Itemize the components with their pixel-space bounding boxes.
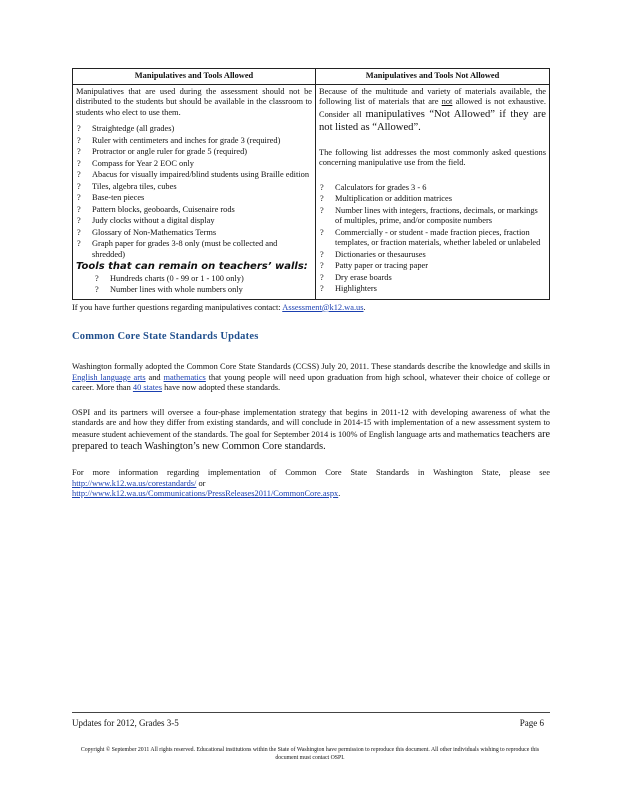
- ccss-paragraph-2: [72, 408, 550, 455]
- p1-text-b: and: [148, 372, 161, 382]
- section-title: Common Core State Standards Updates: [72, 331, 259, 342]
- wall-tool-item: [94, 274, 312, 285]
- intro-not: not: [441, 97, 453, 106]
- not-allowed-item: [319, 273, 546, 284]
- bullet-glyph: ?: [320, 205, 324, 215]
- allowed-item: [76, 124, 312, 135]
- allowed-item: [76, 216, 312, 227]
- not-allowed-list: [319, 183, 546, 295]
- p1-text-c: that young people will need upon graduation from high school, whatever their choice of college or career. More than: [72, 372, 551, 393]
- allowed-item: [76, 228, 312, 239]
- bullet-glyph: ?: [320, 284, 324, 294]
- allowed-item: [76, 159, 312, 170]
- corestandards-link[interactable]: http://www.k12.wa.us/corestandards/: [72, 478, 197, 488]
- not-allowed-item-text: Commercially - or student - made fraction pieces, fraction templates, or fraction materials, whether labeled or unlabeled: [335, 227, 541, 248]
- bullet-glyph: ?: [77, 147, 81, 156]
- p2-text-big: teachers are prepared to teach Washington’s new Common Core standards.: [72, 428, 550, 453]
- bullet-glyph: ?: [77, 227, 81, 237]
- p1-text-d: have now adopted these standards.: [164, 383, 281, 393]
- bullet-glyph: ?: [77, 193, 81, 202]
- p2-text-a: OSPI and its partners will oversee a four-phase implementation strategy that begins in 2011-12 with developing awareness of what the standards are and how they differ from existing standards, and will conclude in 2014-15 with implementation of a new assessment system to measure student achievement of the standards. The goal for September 2014 is 100% of English language arts and mathematics: [72, 407, 550, 439]
- wall-tool-item-text: Hundreds charts (0 - 99 or 1 - 100 only): [110, 273, 244, 283]
- bullet-glyph: ?: [77, 158, 81, 168]
- allowed-item: [76, 182, 312, 193]
- allowed-intro: Manipulatives that are used during the assessment should not be distributed to the students but should be available in the classroom to students who elect to use them.: [76, 86, 312, 117]
- footer-divider: [72, 712, 550, 713]
- contact-text: If you have further questions regarding manipulatives contact:: [72, 302, 281, 312]
- not-allowed-intro: [319, 87, 546, 134]
- not-allowed-item-text: Number lines with integers, fractions, decimals, or markings of multiples, prime, and/or composite numbers: [335, 205, 538, 226]
- allowed-list: [76, 124, 312, 260]
- allowed-item-text: Judy clocks without a digital display: [92, 216, 215, 225]
- p3-text-or: or: [198, 478, 206, 488]
- bullet-glyph: ?: [320, 272, 324, 282]
- bullet-glyph: ?: [77, 181, 81, 191]
- not-allowed-item: [319, 206, 546, 227]
- not-allowed-item-text: Multiplication or addition matrices: [335, 194, 452, 204]
- allowed-item-text: Abacus for visually impaired/blind students using Braille edition: [92, 170, 310, 179]
- not-allowed-para2: The following list addresses the most commonly asked questions concerning manipulative use from the field.: [319, 147, 546, 168]
- allowed-item: [76, 193, 312, 204]
- p1-text-a: Washington formally adopted the Common Core State Standards (CCSS) July 20, 2011. These standards describe the knowledge and skills in: [72, 362, 550, 372]
- not-allowed-item-text: Dry erase boards: [335, 272, 392, 282]
- wall-tool-item-text: Number lines with whole numbers only: [110, 285, 243, 294]
- footer-title: Updates for 2012, Grades 3-5: [72, 718, 179, 728]
- allowed-item-text: Straightedge (all grades): [92, 124, 175, 133]
- bullet-glyph: ?: [77, 239, 81, 248]
- allowed-item-text: Tiles, algebra tiles, cubes: [92, 181, 177, 191]
- not-allowed-item: [319, 261, 546, 272]
- not-allowed-item: [319, 194, 546, 205]
- allowed-item: [76, 147, 312, 158]
- allowed-item: [76, 170, 312, 181]
- manipulatives-table: [72, 68, 550, 300]
- wall-tools-title: Tools that can remain on teachers’ walls:: [76, 261, 308, 272]
- allowed-item-text: Protractor or angle ruler for grade 5 (required): [92, 147, 248, 156]
- wall-tools-list: [94, 274, 312, 296]
- p3-text-a: For more information regarding implementation of Common Core State Standards in Washington State, please see: [72, 468, 550, 478]
- bullet-glyph: ?: [77, 135, 81, 145]
- footer: [72, 718, 550, 729]
- ccss-paragraph-1: [72, 362, 550, 394]
- allowed-cell: [73, 84, 316, 299]
- allowed-item-text: Glossary of Non-Mathematics Terms: [92, 227, 217, 237]
- bullet-glyph: ?: [77, 170, 81, 179]
- not-allowed-item-text: Calculators for grades 3 - 6: [335, 182, 427, 192]
- bullet-glyph: ?: [320, 227, 324, 237]
- wall-tool-item: [94, 285, 312, 296]
- not-allowed-item-text: Dictionaries or thesauruses: [335, 249, 426, 259]
- not-allowed-item-text: Highlighters: [335, 284, 377, 294]
- ela-link[interactable]: English language arts: [72, 372, 146, 382]
- allowed-item-text: Graph paper for grades 3-8 only (must be collected and shredded): [92, 239, 278, 259]
- intro-text-1: Because of the multitude and variety of materials available, the following list of materials that are: [319, 86, 546, 106]
- not-allowed-item: [319, 228, 546, 249]
- bullet-glyph: ?: [77, 204, 81, 214]
- ccss-paragraph-3: [72, 468, 550, 500]
- bullet-glyph: ?: [77, 216, 81, 225]
- contact-end: .: [363, 302, 366, 312]
- allowed-item-text: Pattern blocks, geoboards, Cuisenaire rods: [92, 204, 235, 214]
- press-release-link[interactable]: http://www.k12.wa.us/Communications/PressReleases2011/CommonCore.aspx: [72, 489, 339, 499]
- p3-text-end: .: [338, 489, 341, 499]
- allowed-item-text: Base-ten pieces: [92, 193, 145, 202]
- contact-email-link[interactable]: Assessment@k12.wa.us: [282, 302, 364, 312]
- bullet-glyph: ?: [77, 124, 81, 133]
- page-number: Page 6: [519, 718, 544, 728]
- not-allowed-item: [319, 284, 546, 295]
- not-allowed-item-text: Patty paper or tracing paper: [335, 261, 429, 271]
- bullet-glyph: ?: [320, 249, 324, 259]
- bullet-glyph: ?: [320, 182, 324, 192]
- allowed-item: [76, 205, 312, 216]
- intro-text-big: manipulatives “Not Allowed” if they are not listed as “Allowed”.: [319, 108, 546, 133]
- forty-states-link[interactable]: 40 states: [132, 383, 162, 393]
- not-allowed-cell: [316, 84, 550, 299]
- allowed-item: [76, 239, 312, 260]
- mathematics-link[interactable]: mathematics: [163, 372, 206, 382]
- allowed-item-text: Ruler with centimeters and inches for grade 3 (required): [92, 135, 281, 145]
- bullet-glyph: ?: [320, 194, 324, 204]
- header-allowed: Manipulatives and Tools Allowed: [73, 69, 316, 85]
- header-not-allowed: Manipulatives and Tools Not Allowed: [316, 69, 550, 85]
- bullet-glyph: ?: [320, 261, 324, 271]
- page-content: [72, 68, 550, 514]
- intro-text-2: allowed is not exhaustive. Consider all: [319, 97, 546, 119]
- bullet-glyph: ?: [95, 273, 99, 283]
- copyright-notice: Copyright © September 2011 All rights reserved. Educational institutions within the State of Washington have permission to reproduce this document. All other individuals wishing to reproduce this document must contact OSPI.: [80, 747, 540, 762]
- allowed-item-text: Compass for Year 2 EOC only: [92, 158, 194, 168]
- not-allowed-item: [319, 183, 546, 194]
- not-allowed-item: [319, 250, 546, 261]
- contact-line: [72, 303, 550, 314]
- bullet-glyph: ?: [95, 285, 99, 294]
- allowed-item: [76, 136, 312, 147]
